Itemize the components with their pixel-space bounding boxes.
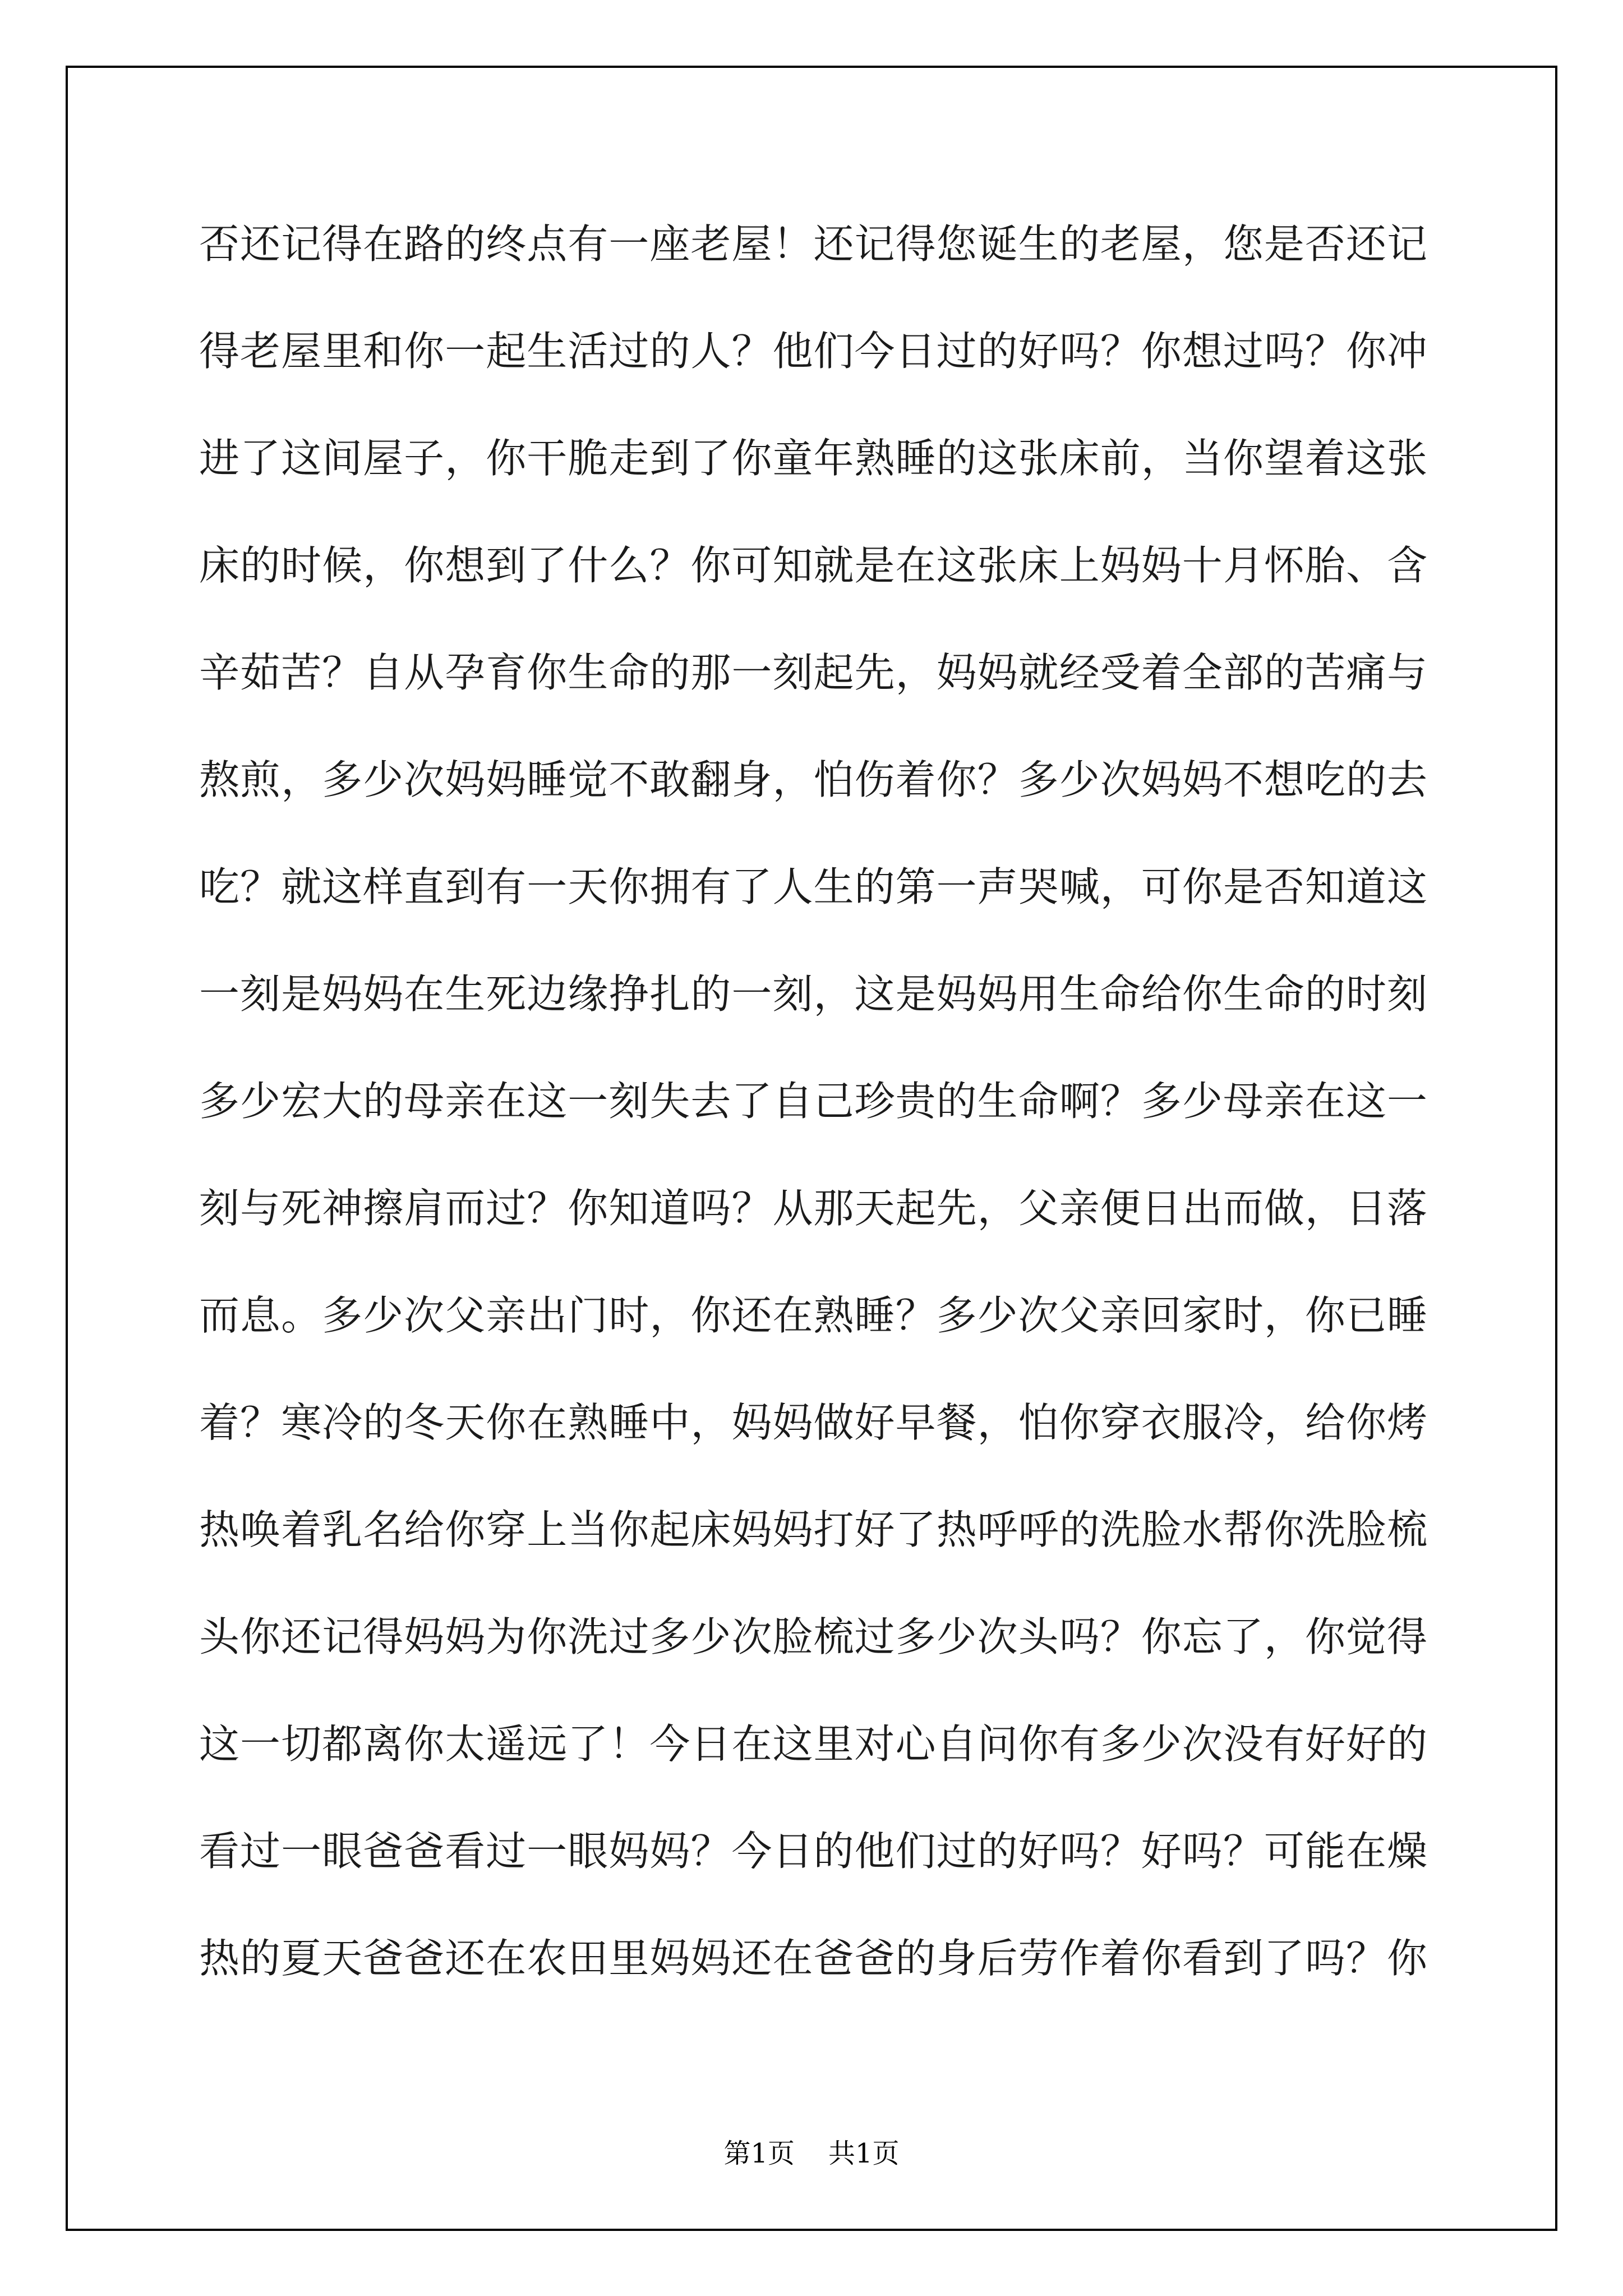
text-line: 否还记得在路的终点有一座老屋！还记得您诞生的老屋，您是否还记 <box>199 220 1427 268</box>
text-line: 热唤着乳名给你穿上当你起床妈妈打好了热呼呼的洗脸水帮你洗脸梳 <box>199 1506 1427 1553</box>
text-line: 一刻是妈妈在生死边缘挣扎的一刻，这是妈妈用生命给你生命的时刻 <box>199 970 1427 1018</box>
document-body <box>199 208 1427 2029</box>
page-number-current: 第1页 <box>723 2138 795 2169</box>
text-line: 熬煎，多少次妈妈睡觉不敢翻身，怕伤着你？多少次妈妈不想吃的去 <box>199 756 1427 803</box>
text-line: 吃？就这样直到有一天你拥有了人生的第一声哭喊，可你是否知道这 <box>199 863 1427 910</box>
text-line: 头你还记得妈妈为你洗过多少次脸梳过多少次头吗？你忘了，你觉得 <box>199 1613 1427 1660</box>
text-line: 这一切都离你太遥远了！今日在这里对心自问你有多少次没有好好的 <box>199 1720 1427 1768</box>
text-line: 辛茹苦？自从孕育你生命的那一刻起先，妈妈就经受着全部的苦痛与 <box>199 649 1427 696</box>
text-line: 床的时候，你想到了什么？你可知就是在这张床上妈妈十月怀胎、含 <box>199 542 1427 589</box>
text-line: 得老屋里和你一起生活过的人？他们今日过的好吗？你想过吗？你冲 <box>199 328 1427 375</box>
text-line: 热的夏天爸爸还在农田里妈妈还在爸爸的身后劳作着你看到了吗？你 <box>199 1935 1427 1982</box>
text-line: 多少宏大的母亲在这一刻失去了自己珍贵的生命啊？多少母亲在这一 <box>199 1078 1427 1125</box>
text-line: 而息。多少次父亲出门时，你还在熟睡？多少次父亲回家时，你已睡 <box>199 1292 1427 1339</box>
text-line: 看过一眼爸爸看过一眼妈妈？今日的他们过的好吗？好吗？可能在燥 <box>199 1828 1427 1875</box>
text-line: 刻与死神擦肩而过？你知道吗？从那天起先，父亲便日出而做，日落 <box>199 1185 1427 1232</box>
text-line: 进了这间屋子，你干脆走到了你童年熟睡的这张床前，当你望着这张 <box>199 435 1427 482</box>
page-footer <box>0 2132 1623 2170</box>
page-number-total: 共1页 <box>828 2138 900 2169</box>
text-line: 着？寒冷的冬天你在熟睡中，妈妈做好早餐，怕你穿衣服冷，给你烤 <box>199 1399 1427 1446</box>
